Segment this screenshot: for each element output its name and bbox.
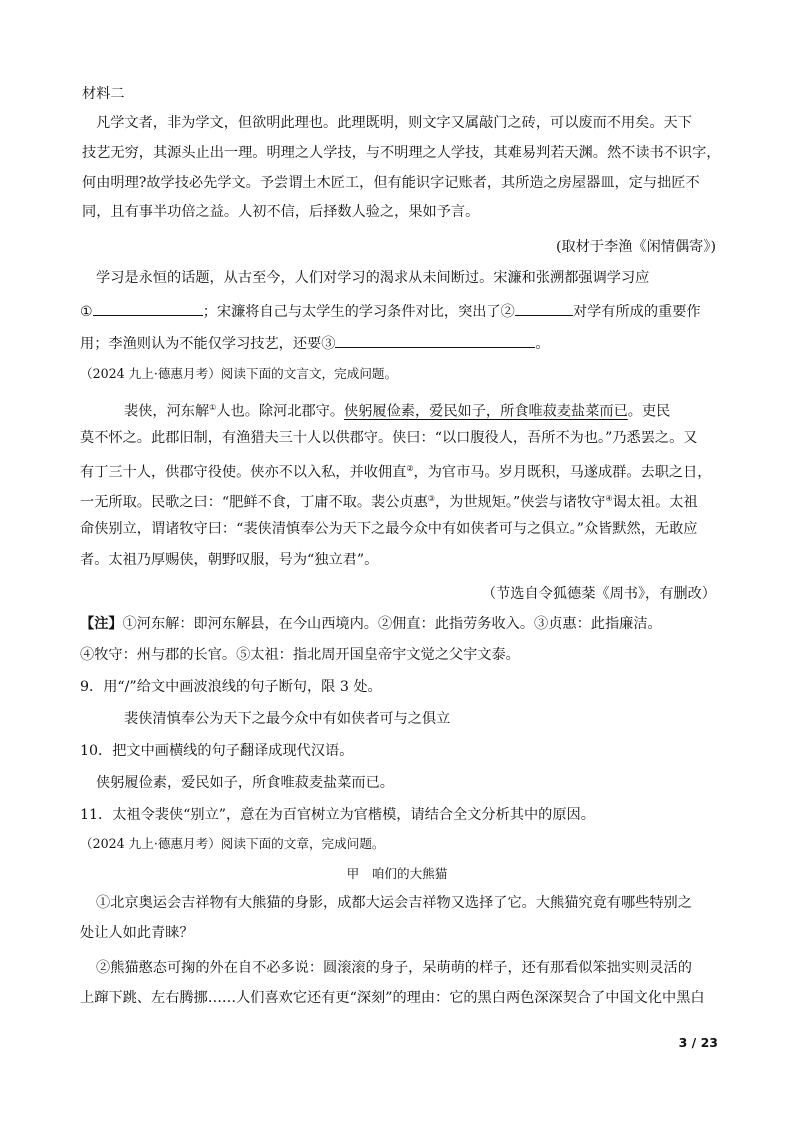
footnote-ref: ① bbox=[209, 403, 217, 412]
passage-line-5: 命侠别立，谓诸牧守曰：“裴侠清慎奉公为天下之最今众中有如侠者可与之俱立。”众皆默然，无敢应 bbox=[80, 521, 698, 537]
passage-text: ，为官市马。岁月既积，马遂成群。去职之日， bbox=[413, 464, 712, 481]
footnote-ref: ③ bbox=[427, 494, 435, 503]
question-9-sentence: 裴侠清慎奉公为天下之最今众中有如侠者可与之俱立 bbox=[124, 711, 451, 727]
summary-text-2a: ；宋濂将自己与太学生的学习条件对比，突出了② bbox=[202, 304, 515, 320]
passage-line-1 bbox=[124, 398, 670, 422]
summary-text-3a: 用；李渔则认为不能仅学习技艺，还要③ bbox=[80, 336, 336, 352]
passage-text: 裴侠，河东解 bbox=[124, 403, 210, 420]
answer-blank-3[interactable] bbox=[335, 333, 535, 348]
underlined-sentence: 侠躬履俭素，爱民如子，所食唯菽麦盐菜而已 bbox=[344, 403, 628, 420]
material-source: (取材于李渔《闲情偶寄》) bbox=[555, 239, 716, 255]
question-10-sentence: 侠躬履俭素，爱民如子，所食唯菽麦盐菜而已。 bbox=[96, 775, 394, 791]
article-p2-line-1: ②熊猫憨态可掬的外在自不必多说：圆滚滚的身子，呆萌萌的样子，还有那看似笨拙实则灵活的 bbox=[96, 960, 692, 976]
material-line-4: 同，且有事半功倍之益。人初不信，后择数人验之，果如予言。 bbox=[82, 204, 480, 220]
passage-text: 谒太祖。太祖 bbox=[612, 494, 698, 511]
article-p1-line-2: 处让人如此青睐？ bbox=[80, 925, 194, 941]
question-9: 9．用“/”给文中画波浪线的句子断句，限 3 处。 bbox=[80, 679, 382, 695]
passage-text: 。吏民 bbox=[627, 403, 671, 420]
question-10: 10．把文中画横线的句子翻译成现代汉语。 bbox=[80, 743, 354, 759]
footnote-ref: ② bbox=[406, 464, 414, 473]
footnote-ref: ④ bbox=[605, 494, 613, 503]
article-p2-line-2: 上蹿下跳、左右腾挪……人们喜欢它还有更“深刻”的理由：它的黑白两色深深契合了中国文化中黑白 bbox=[80, 990, 705, 1006]
blank-marker-1: ① bbox=[80, 304, 93, 320]
answer-blank-1[interactable] bbox=[93, 301, 203, 316]
notes-text: ①河东解：即河东解县，在今山西境内。②佣直：此指劳务收入。③贞惠：此指廉洁。 bbox=[122, 616, 662, 632]
material-line-3: 何由明理?故学技必先学文。予尝谓土木匠工，但有能识字记账者，其所造之房屋器皿，定与拙匠不 bbox=[82, 175, 700, 191]
summary-line-2 bbox=[80, 301, 701, 322]
material-line-1: 凡学文者，非为学文，但欲明此理也。此理既明，则文字又属敲门之砖，可以废而不用矣。天下 bbox=[96, 115, 692, 131]
passage-text: ，为世规矩。”侠尝与诸牧守 bbox=[434, 494, 606, 511]
passage-line-2: 莫不怀之。此郡旧制，有渔猎夫三十人以供郡守。侠曰：“以口腹役人，吾所不为也。”乃悉罢之。又 bbox=[80, 430, 698, 446]
summary-text-2b: 对学有所成的重要作 bbox=[572, 304, 701, 320]
passage-source: （节选自令狐德棻《周书》，有删改） bbox=[481, 586, 716, 602]
article-p1-line-1: ①北京奥运会吉祥物有大熊猫的身影，成都大运会吉祥物又选择了它。大熊猫究竟有哪些特别之 bbox=[96, 895, 692, 911]
passage-text: 一无所取。民歌之曰：“肥鲜不食，丁庸不取。裴公贞惠 bbox=[80, 494, 428, 511]
passage-text: 有丁三十人，供郡守役使。侠亦不以入私，并收佣直 bbox=[80, 464, 407, 481]
passage-intro: （2024 九上·德惠月考）阅读下面的文言文，完成问题。 bbox=[80, 366, 398, 381]
notes-line-2: ④牧守：州与郡的长官。⑤太祖：指北周开国皇帝宇文觉之父宇文泰。 bbox=[80, 647, 520, 663]
passage-text: 人也。除河北郡守。 bbox=[216, 403, 345, 420]
article-title: 甲 咱们的大熊猫 bbox=[346, 866, 448, 881]
summary-line-1: 学习是永恒的话题，从古至今，人们对学习的渴求从未间断过。宋濂和张溯都强调学习应 bbox=[96, 270, 650, 286]
notes-label: 【注】 bbox=[80, 616, 123, 632]
next-intro: （2024 九上·德惠月考）阅读下面的文章，完成问题。 bbox=[80, 836, 385, 851]
passage-line-6: 者。太祖乃厚赐侠，朝野叹服，号为“独立君”。 bbox=[80, 552, 379, 568]
notes-line-1 bbox=[80, 614, 662, 634]
passage-line-4 bbox=[80, 489, 698, 513]
page-number: 3 / 23 bbox=[678, 1035, 718, 1050]
answer-blank-2[interactable] bbox=[515, 301, 573, 316]
material-line-2: 技艺无穷，其源头止出一理。明理之人学技，与不明理之人学技，其难易判若天渊。然不读书不识字， bbox=[82, 145, 721, 161]
passage-line-3 bbox=[80, 459, 711, 483]
summary-text-3b: 。 bbox=[535, 336, 550, 352]
material-heading: 材料二 bbox=[82, 86, 125, 102]
question-11: 11．太祖令裴侠“别立”，意在为百官树立为官楷模，请结合全文分析其中的原因。 bbox=[80, 807, 595, 823]
summary-line-3 bbox=[80, 333, 550, 354]
